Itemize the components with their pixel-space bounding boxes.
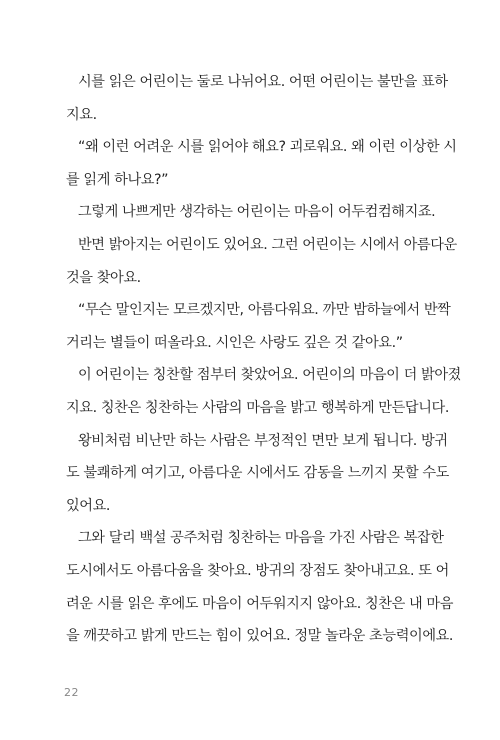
text-line: 지요. 칭찬은 칭찬하는 사람의 마음을 밝고 행복하게 만든답니다. [66, 399, 449, 416]
text-line: 반면 밝아지는 어린이도 있어요. 그런 어린이는 시에서 아름다운 [78, 236, 457, 253]
text-line: 그와 달리 백설 공주처럼 칭찬하는 마음을 가진 사람은 복잡한 [78, 530, 444, 547]
text-line: 있어요. [66, 497, 111, 514]
text-line: 을 깨끗하고 밝게 만드는 힘이 있어요. 정말 놀라운 초능력이에요. [66, 628, 454, 645]
text-line: 를 읽게 하나요?” [66, 171, 169, 188]
text-line: 거리는 별들이 떠올라요. 시인은 사랑도 깊은 것 같아요.” [66, 334, 403, 351]
text-line: 그렇게 나쁘게만 생각하는 어린이는 마음이 어두컴컴해지죠. [78, 204, 436, 221]
text-line: 지요. [66, 106, 97, 123]
text-line: 도 불쾌하게 여기고, 아름다운 시에서도 감동을 느끼지 못할 수도 [66, 465, 449, 482]
page-number: 22 [64, 686, 79, 699]
text-line: 도시에서도 아름다움을 찾아요. 방귀의 장점도 찾아내고요. 또 어 [66, 562, 449, 579]
body-text [66, 66, 461, 653]
text-line: 것을 찾아요. [66, 269, 141, 286]
text-line: “무슨 말인지는 모르겠지만, 아름다워요. 까만 밤하늘에서 반짝 [78, 302, 451, 319]
text-line: “왜 이런 어려운 시를 읽어야 해요? 괴로워요. 왜 이런 이상한 시 [78, 139, 457, 156]
text-line: 려운 시를 읽은 후에도 마음이 어두워지지 않아요. 칭찬은 내 마음 [66, 595, 454, 612]
text-line: 이 어린이는 칭찬할 점부터 찾았어요. 어린이의 마음이 더 밝아졌 [78, 367, 461, 384]
text-line: 시를 읽은 어린이는 둘로 나뉘어요. 어떤 어린이는 불만을 표하 [78, 74, 448, 90]
text-line: 왕비처럼 비난만 하는 사람은 부정적인 면만 보게 됩니다. 방귀 [78, 432, 448, 449]
